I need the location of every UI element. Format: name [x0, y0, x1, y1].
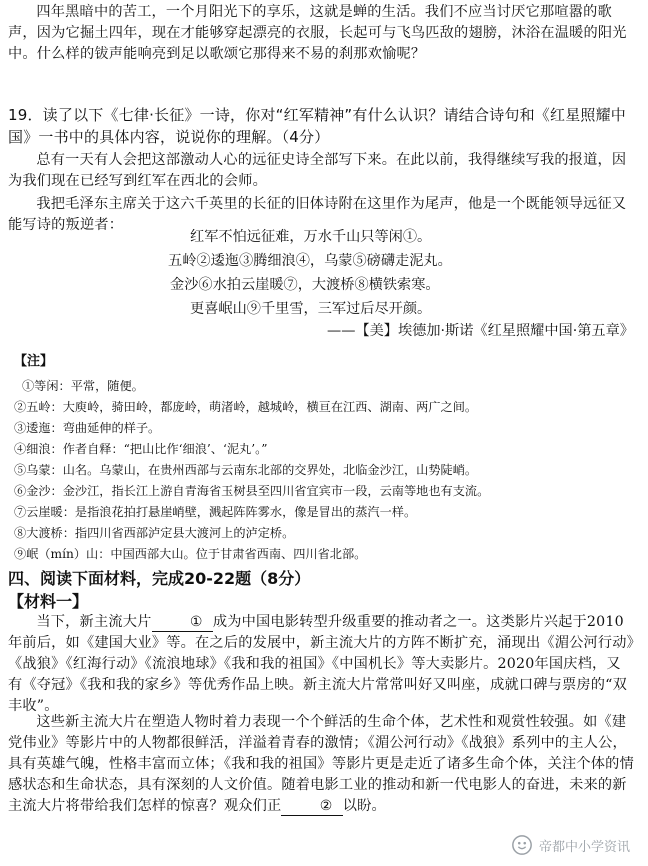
note-item: ⑧大渡桥：指四川省西部泸定县大渡河上的泸定桥。 [14, 526, 295, 540]
note-item: ⑨岷（mín）山：中国西部大山。位于甘肃省西南、四川省北部。 [14, 547, 367, 561]
material-paragraph-2 [8, 712, 634, 817]
notes-heading: 【注】 [14, 354, 54, 369]
cicada-paragraph: 四年黑暗中的苦工，一个月阳光下的享乐，这就是蝉的生活。我们不应当讨厌它那喧嚣的歌声，因为它掘土四年，现在才能够穿起漂亮的衣服，长起可与飞鸟匹敌的翅膀，沐浴在温暖的阳光中。什么样的钹声能响亮到足以歌颂它那得来不易的刹那欢愉呢？ [8, 4, 627, 62]
passage-paragraph-2: 我把毛泽东主席关于这六千英里的长征的旧体诗附在这里作为尾声，他是一个既能领导远征又能写诗的叛逆者： [8, 196, 627, 233]
material-text: 成为中国电影转型升级重要的推动者之一。这类影片兴起于2010年前后，如《建国大业》等。在之后的发展中，新主流大片的方阵不断扩充，涌现出《湄公河行动》《战狼》《红海行动》《流浪地球》《我和我的祖国》《中国机长》等大卖影片。2020年国庆档，又有《夺冠》《我和我的家乡》等优秀作品上映。新主流大片常常叫好又叫座，成就口碑与票房的“双丰收”。 [8, 614, 634, 714]
material-text: 以盼。 [342, 798, 386, 814]
note-item: ⑤乌蒙：山名。乌蒙山，在贵州西部与云南东北部的交界处，北临金沙江，山势陡峭。 [14, 463, 478, 477]
material-paragraph-1 [8, 612, 634, 717]
fill-blank-1: ① [152, 613, 213, 632]
fill-blank-2: ② [281, 797, 342, 816]
note-item: ②五岭：大庾岭，骑田岭，都庞岭，萌渚岭，越城岭，横亘在江西、湖南、两广之间。 [14, 400, 478, 414]
wechat-logo-icon [511, 834, 533, 856]
note-item: ③逶迤：弯曲延伸的样子。 [14, 421, 161, 435]
attribution: ——【美】埃德加·斯诺《红星照耀中国·第五章》 [327, 323, 634, 339]
passage-paragraph-1: 总有一天有人会把这部激动人心的远征史诗全部写下来。在此以前，我得继续写我的报道，因为我们现在已经写到红军在西北的会师。 [8, 152, 627, 189]
watermark [511, 834, 630, 856]
poem-line-3: 金沙⑥水拍云崖暖⑦，大渡桥⑧横铁索寒。 [170, 277, 440, 293]
material-text: 当下，新主流大片 [36, 614, 152, 630]
poem-line-4: 更喜岷山⑨千里雪，三军过后尽开颜。 [190, 301, 432, 317]
poem-line-2: 五岭②逶迤③腾细浪④，乌蒙⑤磅礴走泥丸。 [168, 253, 452, 269]
section-title: 四、阅读下面材料，完成20-22题（8分） [8, 569, 311, 588]
question-19: 19．读了以下《七律·长征》一诗，你对“红军精神”有什么认识？请结合诗句和《红星照耀中国》一书中的具体内容，说说你的理解。（4分） [8, 106, 627, 146]
material-label: 【材料一】 [8, 592, 89, 611]
watermark-text: 帝都中小学资讯 [538, 839, 630, 855]
material-text: 这些新主流大片在塑造人物时着力表现一个个鲜活的生命个体，艺术性和观赏性较强。如《建党伟业》等影片中的人物都很鲜活，洋溢着青春的激情；《湄公河行动》《战狼》系列中的主人公，具有英雄气魄，性格丰富而立体；《我和我的祖国》等影片更是走近了诸多生命个体，关注个体的情感状态和生命状态，具有深刻的人文价值。随着电影工业的推动和新一代电影人的奋进，未来的新主流大片将带给我们怎样的惊喜？观众们正 [8, 714, 634, 814]
note-item: ①等闲：平常，随便。 [22, 379, 144, 393]
note-item: ④细浪：作者自释：“把山比作‘细浪’、‘泥丸’。” [14, 442, 268, 456]
poem-line-1: 红军不怕远征难，万水千山只等闲①。 [190, 229, 432, 245]
note-item: ⑦云崖暖：是指浪花拍打悬崖峭壁，溅起阵阵雾水，像是冒出的蒸汽一样。 [14, 505, 417, 519]
note-item: ⑥金沙：金沙江，指长江上游自青海省玉树县至四川省宜宾市一段，云南等地也有支流。 [14, 484, 490, 498]
